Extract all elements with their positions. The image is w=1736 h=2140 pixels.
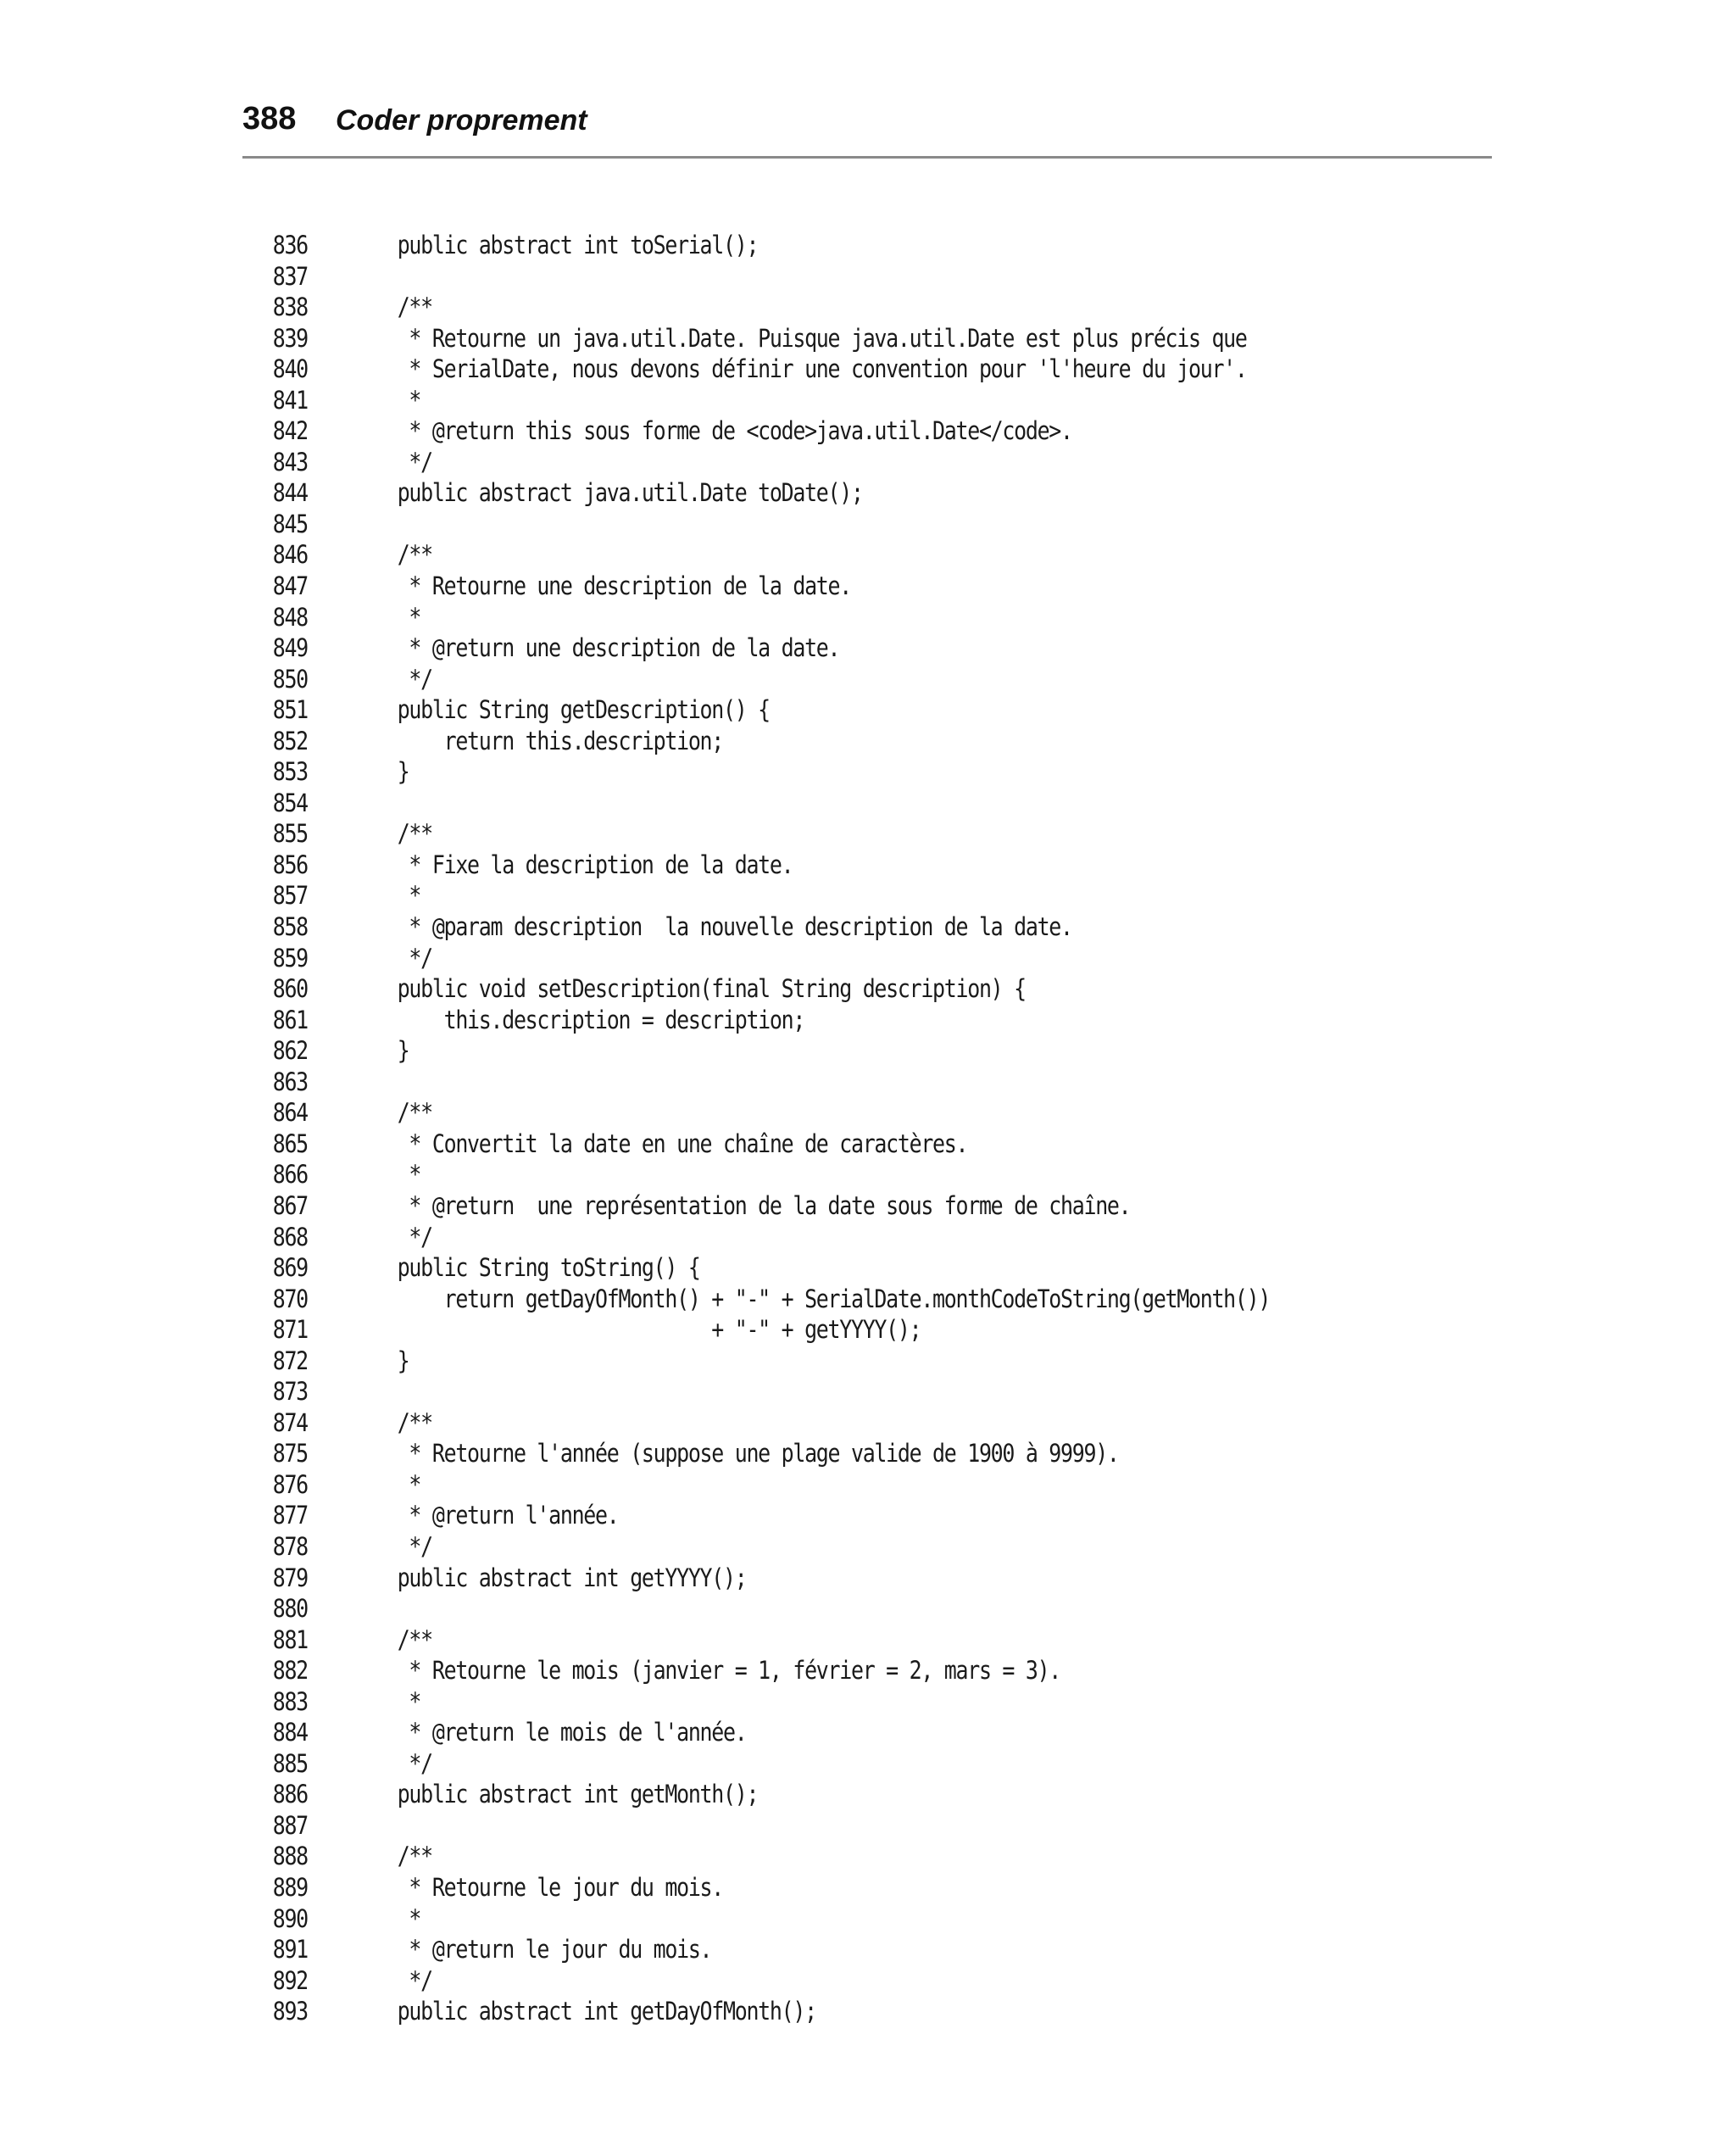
line-code: */ [397, 943, 432, 972]
code-line [0, 1500, 1493, 1531]
code-line [0, 1097, 1493, 1129]
code-line [0, 1717, 1493, 1748]
code-line [0, 1563, 1493, 1594]
code-line [0, 323, 1493, 354]
code-line [0, 1376, 1493, 1407]
line-number-text: 869 [272, 1253, 308, 1283]
running-title: Coder proprement [336, 104, 587, 137]
line-number-text: 882 [272, 1656, 308, 1686]
line-code: public abstract int toSerial(); [397, 231, 759, 259]
line-number-text: 891 [272, 1935, 308, 1964]
line-number-text: 839 [272, 323, 308, 353]
code-line [0, 1314, 1493, 1346]
code-line [0, 1779, 1493, 1810]
line-code: * [397, 1469, 421, 1499]
code-line [0, 1965, 1493, 1997]
line-number-text: 873 [272, 1377, 308, 1407]
line-code: public void setDescription(final String description) { [397, 974, 1026, 1004]
code-line [0, 1934, 1493, 1965]
line-number-text: 874 [272, 1407, 308, 1437]
line-code: public abstract java.util.Date toDate(); [397, 478, 863, 508]
line-code: /** [397, 1625, 432, 1654]
code-line [0, 1159, 1493, 1190]
line-number-text: 849 [272, 633, 308, 663]
code-line [0, 1005, 1493, 1036]
line-code: * [397, 602, 421, 632]
code-line [0, 1346, 1493, 1377]
line-number-text: 854 [272, 788, 308, 817]
code-line [0, 973, 1493, 1005]
line-code: return getDayOfMonth() + "-" + SerialDate.monthCodeToString(getMonth()) [397, 1284, 1271, 1313]
line-number-text: 880 [272, 1594, 308, 1624]
line-code: } [397, 1036, 409, 1066]
code-line [0, 1129, 1493, 1160]
code-line [0, 1748, 1493, 1780]
line-number-text: 890 [272, 1903, 308, 1933]
code-line [0, 880, 1493, 911]
code-line [0, 571, 1493, 602]
code-line [0, 447, 1493, 478]
code-line [0, 911, 1493, 943]
page-number: 388 [242, 101, 297, 137]
line-code: } [397, 1346, 409, 1375]
line-number-text: 852 [272, 726, 308, 755]
line-number-text: 836 [272, 231, 308, 259]
code-line [0, 385, 1493, 416]
line-number-text: 841 [272, 385, 308, 415]
line-code: * Convertit la date en une chaîne de caractères. [397, 1129, 968, 1158]
line-code: * [397, 1160, 421, 1190]
line-number-text: 837 [272, 261, 308, 291]
line-code: * Retourne le jour du mois. [397, 1872, 724, 1902]
line-number-text: 861 [272, 1005, 308, 1034]
line-number-text: 865 [272, 1129, 308, 1158]
line-number-text: 872 [272, 1346, 308, 1375]
line-number-text: 867 [272, 1190, 308, 1220]
line-code: */ [397, 1531, 432, 1561]
line-code: } [397, 757, 409, 787]
line-code: */ [397, 447, 432, 476]
code-line [0, 694, 1493, 726]
code-line [0, 1438, 1493, 1469]
line-code: return this.description; [397, 726, 724, 755]
line-number-text: 838 [272, 293, 308, 322]
line-code: */ [397, 1748, 432, 1778]
code-listing [0, 230, 1493, 2027]
code-line [0, 1035, 1493, 1067]
line-number-text: 879 [272, 1563, 308, 1592]
line-code: * Retourne l'année (suppose une plage valide de 1900 à 9999). [397, 1439, 1119, 1468]
code-line [0, 602, 1493, 633]
page-header [242, 95, 1492, 159]
line-code: * SerialDate, nous devons définir une convention pour 'l'heure du jour'. [397, 354, 1247, 384]
line-number-text: 884 [272, 1718, 308, 1747]
line-number-text: 876 [272, 1469, 308, 1499]
line-number-text: 892 [272, 1965, 308, 1995]
line-number-text: 859 [272, 943, 308, 972]
line-number-text: 868 [272, 1222, 308, 1251]
line-number-text: 885 [272, 1748, 308, 1778]
line-number-text: 893 [272, 1997, 308, 2026]
code-line [0, 539, 1493, 571]
line-code: this.description = description; [397, 1005, 805, 1034]
code-line [0, 230, 1493, 261]
line-number-text: 881 [272, 1625, 308, 1654]
line-code: * @return this sous forme de <code>java.util.Date</code>. [397, 416, 1072, 446]
line-number-text: 889 [272, 1872, 308, 1902]
line-number-text: 847 [272, 571, 308, 601]
line-number-text: 883 [272, 1686, 308, 1716]
line-code: * [397, 1903, 421, 1933]
line-number-text: 887 [272, 1810, 308, 1840]
line-number-text: 860 [272, 974, 308, 1004]
line-code: /** [397, 1407, 432, 1437]
line-code: * @return le jour du mois. [397, 1935, 712, 1964]
line-number-text: 862 [272, 1036, 308, 1066]
code-line [0, 292, 1493, 323]
line-number-text: 856 [272, 850, 308, 879]
line-code: */ [397, 1965, 432, 1995]
code-line [0, 1841, 1493, 1872]
code-line [0, 1996, 1493, 2027]
line-code: public abstract int getMonth(); [397, 1780, 759, 1809]
line-number-text: 878 [272, 1531, 308, 1561]
code-line [0, 1531, 1493, 1563]
line-code: /** [397, 819, 432, 849]
line-number-text: 844 [272, 478, 308, 508]
code-line [0, 1810, 1493, 1842]
code-line [0, 354, 1493, 385]
code-line [0, 1067, 1493, 1098]
line-number-text: 871 [272, 1315, 308, 1345]
line-code: /** [397, 540, 432, 570]
line-code: public abstract int getDayOfMonth(); [397, 1997, 816, 2026]
code-line [0, 1469, 1493, 1501]
line-number-text: 863 [272, 1067, 308, 1096]
code-line [0, 1284, 1493, 1315]
line-code: * Retourne une description de la date. [397, 571, 851, 601]
line-code: * @return l'année. [397, 1501, 619, 1530]
line-number-text: 845 [272, 509, 308, 538]
code-line [0, 1222, 1493, 1253]
line-code: * Fixe la description de la date. [397, 850, 793, 879]
line-number-text: 840 [272, 354, 308, 384]
line-code: * @return une représentation de la date sous forme de chaîne. [397, 1190, 1131, 1220]
code-line [0, 1190, 1493, 1222]
code-line [0, 1252, 1493, 1284]
line-code: /** [397, 1098, 432, 1128]
line-code: * [397, 881, 421, 911]
line-number-text: 886 [272, 1780, 308, 1809]
line-number-text: 875 [272, 1439, 308, 1468]
line-number-text: 866 [272, 1160, 308, 1190]
code-line [0, 943, 1493, 974]
code-line [0, 415, 1493, 447]
line-code: * @param description la nouvelle description de la date. [397, 912, 1072, 942]
line-number-text: 853 [272, 757, 308, 787]
code-line [0, 633, 1493, 664]
line-number-text: 846 [272, 540, 308, 570]
line-number-text: 857 [272, 881, 308, 911]
line-code: /** [397, 1842, 432, 1871]
code-line [0, 1625, 1493, 1656]
code-line [0, 1872, 1493, 1903]
line-code: /** [397, 293, 432, 322]
line-code: public String toString() { [397, 1253, 700, 1283]
code-line [0, 788, 1493, 819]
line-number-text: 851 [272, 695, 308, 725]
code-line [0, 1407, 1493, 1439]
line-code: */ [397, 664, 432, 694]
line-number-text: 870 [272, 1284, 308, 1313]
line-code: public String getDescription() { [397, 695, 770, 725]
line-number-text: 842 [272, 416, 308, 446]
code-line [0, 477, 1493, 509]
line-number-text: 877 [272, 1501, 308, 1530]
line-code: * @return le mois de l'année. [397, 1718, 747, 1747]
code-line [0, 1655, 1493, 1686]
line-code: * Retourne un java.util.Date. Puisque java.util.Date est plus précis que [397, 323, 1247, 353]
line-number-text: 888 [272, 1842, 308, 1871]
code-line [0, 850, 1493, 881]
code-line [0, 726, 1493, 757]
line-code: */ [397, 1222, 432, 1251]
code-line [0, 818, 1493, 850]
code-line [0, 1903, 1493, 1935]
code-line [0, 1686, 1493, 1718]
line-code: * [397, 1686, 421, 1716]
line-code: * @return une description de la date. [397, 633, 840, 663]
code-line [0, 664, 1493, 695]
line-number-text: 848 [272, 602, 308, 632]
line-number-text: 855 [272, 819, 308, 849]
line-number-text: 864 [272, 1098, 308, 1128]
line-code: public abstract int getYYYY(); [397, 1563, 747, 1592]
line-number-text: 850 [272, 664, 308, 694]
line-code: + "-" + getYYYY(); [397, 1315, 921, 1345]
line-code: * [397, 385, 421, 415]
line-number-text: 843 [272, 447, 308, 476]
code-line [0, 756, 1493, 788]
line-code: * Retourne le mois (janvier = 1, février = 2, mars = 3). [397, 1656, 1061, 1686]
code-line [0, 509, 1493, 540]
code-line [0, 261, 1493, 293]
line-number-text: 858 [272, 912, 308, 942]
code-line [0, 1593, 1493, 1625]
